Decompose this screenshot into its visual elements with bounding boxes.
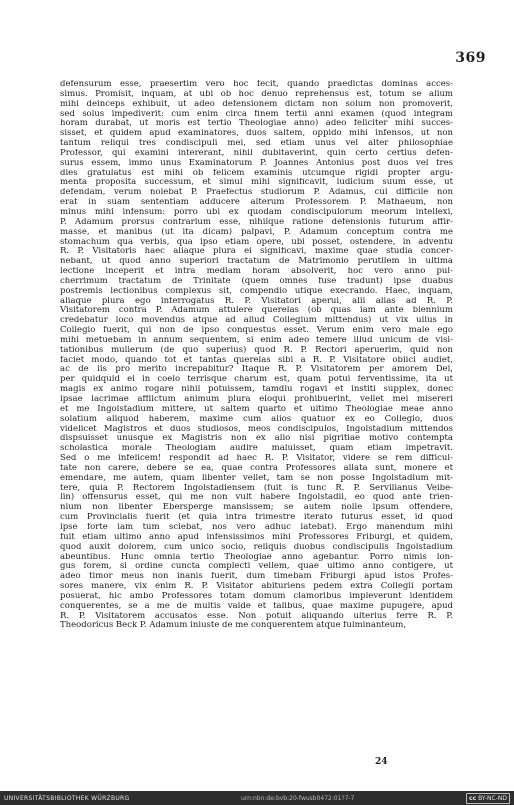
text-line: cherrimum tractatum de Trinitate (quem omnes fuse tradunt) ipse duabus	[60, 276, 453, 286]
text-line: stomachum qua verbis, qua ipso etiam opere, ubi posset, ostendere, in adventu	[60, 237, 453, 247]
text-line: ac de iis pro merito increpabitur? Itaque R. P. Visitatorem per amorem Dei,	[60, 365, 453, 375]
text-line: tere, quia P. Rectorem Ingolstadiensem (fuit is tunc R. P. Servilianus Veibe-	[60, 483, 453, 493]
footer-bar	[0, 791, 514, 805]
text-line: menta proposita successum, et simul mihi significavit, iudicium suum esse, ut	[60, 178, 453, 188]
text-line: surus essem, immo unus Examinatorum P. Joannes Antonius post duos vel tres	[60, 158, 453, 168]
page-number: 369	[455, 50, 486, 66]
text-line: sores manere, vix enim R. P. Visitator abituriens pedem extra Collegii portam	[60, 582, 453, 592]
text-line: nium non libenter Ebersperge mansissem; se autem nolle ipsum offendere,	[60, 503, 453, 513]
text-line: conquerentes, se a me de multis valde et talibus, quae maxime pupugere, apud	[60, 601, 453, 611]
text-line: faciet modo, quando tot et tantas querelas sibi a R. P. Visitatore obiici audiet,	[60, 355, 453, 365]
text-line: Collegio fuerit, qui non de ipso conquestus esset. Verum enim vero male ego	[60, 326, 453, 336]
text-line: simus. Promisit, inquam, at ubi ob hoc denuo reprehensus est, totum se alium	[60, 89, 453, 99]
text-line: erat in suam sententiam adducere alterum Professorem P. Mathaeum, non	[60, 198, 453, 208]
text-line: solatium aliquod haberem, maxime cum alios quatuor ex eo Collegio, duos	[60, 414, 453, 424]
text-line: abeuntibus. Hunc omnia tertio Theologiae anno agebantur. Porro nimis lon-	[60, 552, 453, 562]
signature-mark: 24	[375, 757, 388, 767]
text-line: nebant, ut quod anno superiori tractatum de Matrimonio perutilem in ultima	[60, 257, 453, 267]
text-line: per quidquid ei in coelo terrisque charum est, quam potui ferventissime, ita ut	[60, 375, 453, 385]
text-line: dies gratulatus est mihi ob felicem examinis utcumque rigidi propter argu-	[60, 168, 453, 178]
text-line: Visitatorem contra P. Adamum attulere querelas (ob quas iam ante biennium	[60, 306, 453, 316]
text-line: scholastica morale Theologiam audire maluisset, quam etiam impetravit.	[60, 444, 453, 454]
text-line: gus forem, si ordine cuncta complecti vellem, quae ultimo anno contigere, ut	[60, 562, 453, 572]
text-line: et me Ingolstadium mittere, ut saltem quarto et ultimo Theologiae meae anno	[60, 404, 453, 414]
text-line: adeo timor meus non inanis fuerit, dum timebam Friburgi apud istos Profes-	[60, 572, 453, 582]
text-line: credebatur loco movendus atque ad aliud Collegium mittendus) ut vix ullus in	[60, 316, 453, 326]
text-line: tate non carere, debere se ea, quae contra Professores allata sunt, monere et	[60, 463, 453, 473]
text-line: quod auxit dolorem, cum unico socio, reliquis duobus condiscipulis Ingolstadium	[60, 542, 453, 552]
text-line: aliaque plura ego interrogatus R. P. Visitatori aperui, alii alias ad R. P.	[60, 296, 453, 306]
text-line: dispsuisset unusque ex Magistris non ex alio nisi pigritiae motivo contempta	[60, 434, 453, 444]
text-line: mihi metuebam in annum sequentem, si enim adeo temere illud unicum de visi-	[60, 335, 453, 345]
text-line: sisset, et quidem apud examinatores, duos saltem, oppido mihi infensos, ut non	[60, 129, 453, 139]
text-line: ipse forte iam tum sciebat, nos vero adhuc latebat). Ergo manendum mihi	[60, 522, 453, 532]
text-line: P. Adamum prorsus contrarium esse, nihilque ratione defensionis futurum affir-	[60, 217, 453, 227]
text-line: posuerat, hic ambo Professores totam domum clamoribus impleverunt identidem	[60, 591, 453, 601]
text-line: sed solus impediverit: cum enim circa finem tertii anni examen (quod integram	[60, 109, 453, 119]
license-label: BY-NC-ND	[478, 794, 507, 802]
text-line: tantum reliqui tres condiscipuli mei, sed etiam unus vel alter philosophiae	[60, 139, 453, 149]
text-line: fuit etiam ultimo anno apud infensissimos mihi Professores Friburgi, et quidem,	[60, 532, 453, 542]
text-line: R. P. Visitatorem accusatos esse. Non potuit aliquando ulterius ferre R. P.	[60, 611, 453, 621]
text-line: Professor, qui examini intererant, nihil dubitaverint, quin certo certius defen-	[60, 148, 453, 158]
text-line: R. P. Visitatoris haec aliaque plura ei significavi, maxime quae studia concer-	[60, 247, 453, 257]
text-line: defensurum esse, praesertim vero hoc fecit, quando praedictas dominas acces-	[60, 80, 453, 89]
text-line: Sed o me infelicem! respondit ad haec R. P. Visitator, videre se rem difficul-	[60, 454, 453, 464]
text-line: Theodoricus Beck P. Adamum iniuste de me conquerentem atque fulminanteum,	[60, 621, 407, 631]
license-badge[interactable]	[466, 793, 510, 804]
text-line: videlicet Magistros et duos studiosos, meos condiscipulos, Ingolstadium mittendos	[60, 424, 453, 434]
text-line: mihi deinceps exhibuit, ut adeo defensionem dictam non solum non promoverit,	[60, 99, 453, 109]
text-line: lectione inceperit et intra mediam horam absolverit, hoc vero anno pul-	[60, 267, 453, 277]
library-name: UNIVERSITÄTSBIBLIOTHEK WÜRZBURG	[4, 794, 130, 802]
text-line: ipsae lacrimae afflictum animum plura eloqui prohibuerint, vellet mei misereri	[60, 395, 453, 404]
text-line: cum Provincialis fuerit (et quia intra trimestre iterato futurus esset, id quod	[60, 513, 453, 523]
text-line: masse, et manibus (ut ita dicam) palpavi, P. Adamum conceptum contra me	[60, 227, 453, 237]
text-line: tationibus mulierum (de quo superius) quod R. P. Rectori aperuerim, quid non	[60, 345, 453, 355]
text-line: postremis lectionibus complexus sit, compendio utique execrando. Haec, inquam,	[60, 286, 453, 296]
body-text	[60, 80, 453, 631]
text-line: lin) offensurus esset, qui me non vult habere Ingolstadii, eo quod ante trien-	[60, 493, 453, 503]
text-line: defendam, verum nolebat P. Praefectus studiorum P. Adamus, cui difficile non	[60, 188, 453, 198]
text-line: minus mihi infensum: porro ubi ex quodam condiscipulorum meorum intellexi,	[60, 207, 453, 217]
text-line: horam durabat, ut moris est tertio Theologiae anno) adeo feliciter mihi succes-	[60, 119, 453, 129]
text-line: emendare, me autem, quam libenter vellet, tam se non posse Ingolstadium mit-	[60, 473, 453, 483]
text-line: magis ex animo rogare nihil potuissem, tamdiu rogavi et institi supplex, donec	[60, 385, 453, 395]
document-identifier: urn:nbn:de:bvb:20-fwusb0472:01?7-7	[241, 794, 355, 802]
creative-commons-icon: cc	[469, 794, 477, 802]
